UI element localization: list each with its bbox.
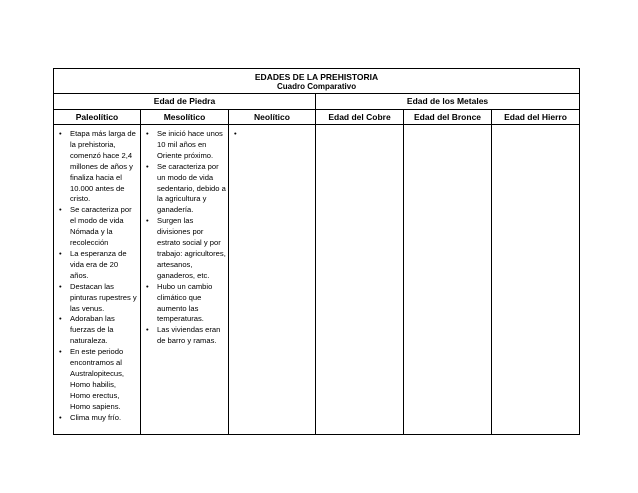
cell-cobre: [316, 125, 404, 435]
column-label: Edad del Hierro: [504, 112, 567, 122]
list-item: [54, 347, 138, 412]
column-header-mesolitico: [141, 110, 229, 125]
list-item-text: Etapa más larga de la prehistoria, comenzó hace 2,4 millones de años y finaliza hacia el 10.000 antes de cristo.: [70, 129, 136, 204]
table-title-cell: [54, 69, 580, 83]
bullet-icon: •: [59, 205, 62, 215]
list-item: [54, 129, 138, 205]
list-item-text: Las viviendas eran de barro y ramas.: [157, 325, 221, 346]
column-label: Edad del Bronce: [413, 112, 482, 122]
bullet-icon: •: [146, 281, 149, 291]
bullet-icon: •: [146, 325, 149, 335]
bullet-icon: •: [59, 129, 62, 138]
group-edad-de-los-metales: [316, 94, 580, 110]
bullet-icon: •: [59, 314, 62, 324]
list-item: [54, 282, 138, 315]
cell-paleolitico: [54, 125, 141, 435]
cell-bronce: [404, 125, 492, 435]
cell-mesolitico: [141, 125, 229, 435]
list-item: [141, 325, 226, 347]
list-item-text: Destacan las pinturas rupestres y las venus.: [70, 281, 137, 313]
column-header-paleolitico: [54, 110, 141, 125]
column-header-bronce: [404, 110, 492, 125]
group-label-piedra: Edad de Piedra: [153, 96, 216, 106]
list-item-text: Se caracteriza por el modo de vida Nómada y la recolección: [70, 205, 132, 248]
group-label-metales: Edad de los Metales: [406, 96, 489, 106]
bullet-icon: •: [59, 281, 62, 291]
list-item-text: Se inició hace unos 10 mil años en Oriente próximo.: [157, 129, 223, 160]
list-item-text: Clima muy frío.: [70, 412, 122, 422]
list-item: [54, 413, 138, 424]
group-edad-de-piedra: [54, 94, 316, 110]
column-label: Edad del Cobre: [328, 112, 391, 122]
list-item: [141, 129, 226, 162]
list-item: [141, 162, 226, 217]
column-header-cobre: [316, 110, 404, 125]
paleolitico-list: [54, 129, 140, 423]
column-label: Paleolítico: [75, 112, 119, 122]
list-item-text: Se caracteriza por un modo de vida sedentario, debido a la agricultura y ganadería.: [157, 161, 226, 215]
bullet-icon: •: [234, 129, 237, 138]
list-item: [54, 249, 138, 282]
table-subtitle: Cuadro Comparativo: [276, 82, 357, 91]
comparison-table: [53, 68, 580, 435]
list-item: [141, 216, 226, 281]
list-item-text: En este periodo encontramos al Australopitecus, Homo habilis, Homo erectus, Homo sapiens.: [70, 347, 125, 411]
column-label: Mesolítico: [163, 112, 206, 122]
table-title: EDADES DE LA PREHISTORIA: [254, 72, 379, 82]
cell-hierro: [492, 125, 580, 435]
list-item: [141, 282, 226, 326]
list-item: [54, 314, 138, 347]
list-item-text: Adoraban las fuerzas de la naturaleza.: [70, 314, 115, 346]
column-label: Neolítico: [254, 112, 290, 122]
bullet-icon: •: [146, 216, 149, 226]
bullet-icon: •: [146, 161, 149, 171]
bullet-icon: •: [59, 248, 62, 258]
list-item-text: Surgen las divisiones por estrato social y por trabajo: agricultores, artesanos, ganaderos, etc.: [157, 216, 226, 280]
list-item: [54, 205, 138, 249]
list-item-text: Hubo un cambio climático que aumento las temperaturas.: [157, 281, 213, 324]
list-item-text: La esperanza de vida era de 20 años.: [70, 248, 127, 280]
bullet-icon: •: [146, 129, 149, 138]
column-header-neolitico: [229, 110, 316, 125]
bullet-icon: •: [59, 347, 62, 357]
bullet-icon: •: [59, 412, 62, 422]
cell-neolitico: [229, 125, 316, 435]
mesolitico-list: [141, 129, 228, 347]
table-subtitle-cell: [54, 82, 580, 94]
column-header-hierro: [492, 110, 580, 125]
